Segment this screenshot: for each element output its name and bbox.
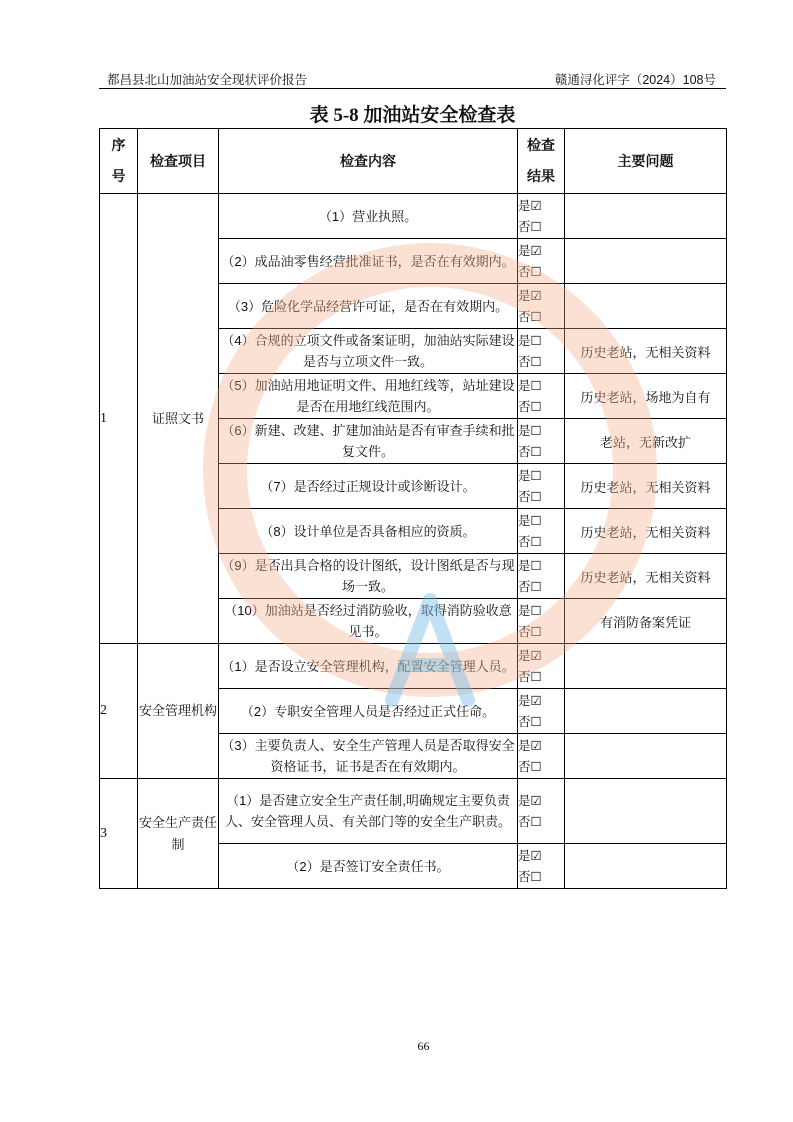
check-content: （1）是否设立安全管理机构，配置安全管理人员。 [219,644,518,689]
main-issue [565,284,727,329]
check-content: （3）危险化学品经营许可证，是否在有效期内。 [219,284,518,329]
result-no: 否☐ [518,814,542,829]
check-content: （3）主要负责人、安全生产管理人员是否取得安全资格证书，证书是否在有效期内。 [219,734,518,779]
result-yes: 是☑ [518,288,542,303]
col-header-result-line1: 检查 [527,137,555,153]
result-yes: 是☐ [518,423,542,438]
check-content: （2）成品油零售经营批准证书，是否在有效期内。 [219,239,518,284]
table-row [100,644,727,689]
result-yes: 是☑ [518,198,542,213]
check-result [518,284,565,329]
page-number: 66 [417,1039,430,1053]
main-issue [565,734,727,779]
result-no: 否☐ [518,869,542,884]
check-content: （5）加油站用地证明文件、用地红线等，站址建设是否在用地红线范围内。 [219,374,518,419]
main-issue: 历史老站，场地为自有 [565,374,727,419]
result-yes: 是☐ [518,468,542,483]
safety-checklist-table [99,128,727,889]
check-content: （2）是否签订安全责任书。 [219,844,518,889]
section-number: 1 [100,194,138,644]
result-no: 否☐ [518,714,542,729]
check-result [518,329,565,374]
check-result [518,599,565,644]
col-header-number [100,129,138,194]
result-no: 否☐ [518,354,542,369]
result-no: 否☐ [518,444,542,459]
col-header-result [518,129,565,194]
main-issue [565,194,727,239]
check-content: （1）是否建立安全生产责任制,明确规定主要负责人、安全管理人员、有关部门等的安全生产职责。 [219,779,518,844]
section-item: 安全管理机构 [138,644,219,779]
running-header-doc-number: 赣通浔化评字（2024）108号 [554,73,716,87]
running-header-title: 都昌县北山加油站安全现状评价报告 [107,73,308,87]
check-result [518,194,565,239]
result-no: 否☐ [518,264,542,279]
check-result [518,734,565,779]
main-issue [565,644,727,689]
table-header-row [100,129,727,194]
result-yes: 是☑ [518,648,542,663]
check-result [518,844,565,889]
main-issue [565,689,727,734]
result-no: 否☐ [518,624,542,639]
col-header-content: 检查内容 [219,129,518,194]
col-header-issue: 主要问题 [565,129,727,194]
col-header-number-line1: 序 [111,137,126,153]
main-issue: 老站，无新改扩 [565,419,727,464]
table-row [100,779,727,844]
check-result [518,374,565,419]
main-issue [565,239,727,284]
check-result [518,509,565,554]
result-no: 否☐ [518,669,542,684]
check-content: （2）专职安全管理人员是否经过正式任命。 [219,689,518,734]
check-content: （8）设计单位是否具备相应的资质。 [219,509,518,554]
result-yes: 是☑ [518,693,542,708]
result-yes: 是☐ [518,333,542,348]
result-no: 否☐ [518,759,542,774]
result-yes: 是☑ [518,793,542,808]
check-result [518,689,565,734]
main-issue [565,779,727,844]
result-no: 否☐ [518,579,542,594]
result-yes: 是☐ [518,603,542,618]
section-number: 2 [100,644,138,779]
main-issue: 有消防备案凭证 [565,599,727,644]
result-no: 否☐ [518,399,542,414]
check-content: （6）新建、改建、扩建加油站是否有审查手续和批复文件。 [219,419,518,464]
result-yes: 是☑ [518,848,542,863]
result-yes: 是☐ [518,378,542,393]
main-issue: 历史老站，无相关资料 [565,509,727,554]
check-result [518,644,565,689]
header-divider [99,88,726,89]
check-result [518,779,565,844]
check-content: （10）加油站是否经过消防验收，取得消防验收意见书。 [219,599,518,644]
col-header-result-line2: 结果 [527,168,555,184]
result-no: 否☐ [518,219,542,234]
main-issue: 历史老站，无相关资料 [565,464,727,509]
main-issue: 历史老站，无相关资料 [565,329,727,374]
result-no: 否☐ [518,309,542,324]
section-item: 证照文书 [138,194,219,644]
section-number: 3 [100,779,138,889]
check-content: （1）营业执照。 [219,194,518,239]
result-no: 否☐ [518,534,542,549]
result-yes: 是☐ [518,513,542,528]
table-row [100,194,727,239]
result-no: 否☐ [518,489,542,504]
result-yes: 是☑ [518,738,542,753]
main-issue: 历史老站，无相关资料 [565,554,727,599]
col-header-number-line2: 号 [111,168,126,184]
check-content: （4）合规的立项文件或备案证明，加油站实际建设是否与立项文件一致。 [219,329,518,374]
table-title: 表 5-8 加油站安全检查表 [309,105,516,126]
main-issue [565,844,727,889]
check-content: （9）是否出具合格的设计图纸，设计图纸是否与现场一致。 [219,554,518,599]
col-header-item: 检查项目 [138,129,219,194]
check-result [518,239,565,284]
check-result [518,554,565,599]
check-result [518,419,565,464]
section-item: 安全生产责任制 [138,779,219,889]
check-result [518,464,565,509]
result-yes: 是☑ [518,243,542,258]
result-yes: 是☐ [518,558,542,573]
check-content: （7）是否经过正规设计或诊断设计。 [219,464,518,509]
